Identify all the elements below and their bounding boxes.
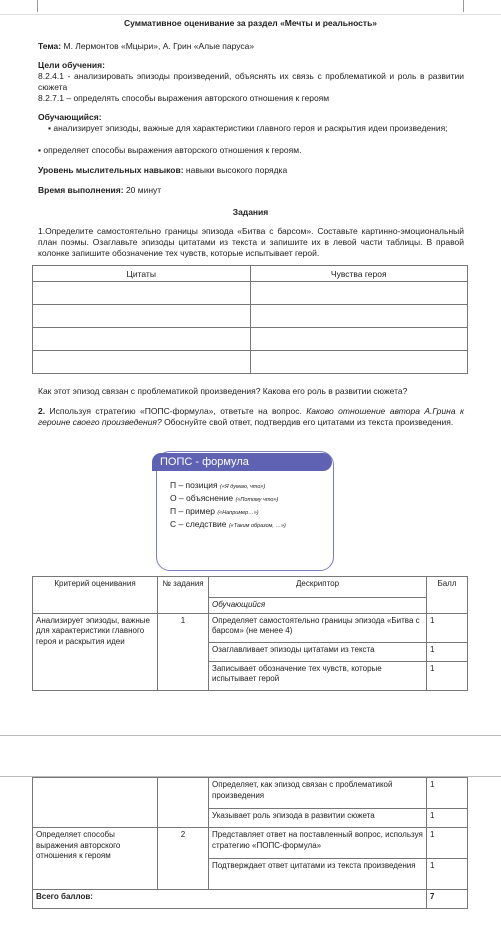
pops-list xyxy=(170,480,286,532)
pops-header: ПОПС - формула xyxy=(152,453,332,471)
h-descriptor: Дескриптор xyxy=(209,577,427,598)
h-points: Балл xyxy=(427,577,468,614)
learner-2: ▪ определяет способы выражения авторского отношения к героям. xyxy=(38,145,302,155)
learner-label: Обучающийся: xyxy=(38,112,102,122)
pops-example: П – пример («Например…») xyxy=(170,506,259,516)
feeling-cell[interactable] xyxy=(250,328,468,351)
tasks-heading: Задания xyxy=(232,207,269,217)
bullet-icon: ▪ xyxy=(38,145,44,155)
quotes-table xyxy=(32,265,468,374)
page-break xyxy=(0,735,501,777)
feeling-cell[interactable] xyxy=(250,282,468,305)
learner-1: ▪ анализирует эпизоды, важные для характеристики главного героя и раскрытия идеи произведения; xyxy=(48,123,448,133)
topic-line: Тема: М. Лермонтов «Мцыри», А. Грин «Алые паруса» xyxy=(38,41,255,51)
descriptor-1: Определяет самостоятельно границы эпизода «Битва с барсом» (не менее 4) xyxy=(209,613,427,642)
table-row xyxy=(33,613,468,642)
h-task-num: № задания xyxy=(158,577,209,614)
quote-cell[interactable] xyxy=(33,282,251,305)
criteria-table xyxy=(32,576,468,691)
quote-cell[interactable] xyxy=(33,328,251,351)
feeling-cell[interactable] xyxy=(250,351,468,374)
bullet-icon: ▪ xyxy=(48,123,54,133)
total-points: 7 xyxy=(427,890,468,909)
page-title: Суммативное оценивание за раздел «Мечты и реальность» xyxy=(123,18,378,28)
points-7: 1 xyxy=(427,859,468,890)
criterion-1: Анализирует эпизоды, важные для характеристики главного героя и раскрытия идеи xyxy=(33,613,158,690)
task-2-text: 2. Используя стратегию «ПОПС-формула», ответьте на вопрос. Каково отношение автора А.Грина к героине своего произведения? Обоснуйте свой ответ, подтвердив его цитатами из текста произведения. xyxy=(38,406,464,427)
points-3: 1 xyxy=(427,661,468,690)
pops-position: П – позиция («Я думаю, что») xyxy=(170,480,266,490)
h-criterion: Критерий оценивания xyxy=(33,577,158,614)
col-quotes: Цитаты xyxy=(33,266,251,282)
table-row xyxy=(33,305,468,328)
col-feelings: Чувства героя xyxy=(250,266,468,282)
feeling-cell[interactable] xyxy=(250,305,468,328)
task-1-text: 1.Определите самостоятельно границы эпизода «Битва с барсом». Составьте картинно-эмоциональный план поэмы. Озаглавьте эпизоды цитатами из текста и запишите их в левой части таблицы. В правой колонке запишите обозначение тех чувств, которые испытывает герой. xyxy=(38,226,464,258)
goal-2: 8.2.7.1 – определять способы выражения авторского отношения к героям xyxy=(38,93,330,103)
criterion-2: Определяет способы выражения авторского отношения к героям xyxy=(33,828,158,890)
points-5: 1 xyxy=(427,809,468,828)
criteria-table-continued xyxy=(32,777,468,909)
quote-cell[interactable] xyxy=(33,305,251,328)
page-top-edge xyxy=(0,0,501,15)
pops-consequence: С – следствие («Таким образом, …») xyxy=(170,519,286,529)
points-6: 1 xyxy=(427,828,468,859)
points-1: 1 xyxy=(427,613,468,642)
descriptor-7: Подтверждает ответ цитатами из текста произведения xyxy=(209,859,427,890)
descriptor-5: Указывает роль эпизода в развитии сюжета xyxy=(209,809,427,828)
table-row xyxy=(33,282,468,305)
task-num-2: 2 xyxy=(158,828,209,890)
task-num-1: 1 xyxy=(158,613,209,690)
question-text: Как этот эпизод связан с проблематикой произведения? Какова его роль в развитии сюжета? xyxy=(38,386,408,396)
table-row xyxy=(33,328,468,351)
level-line: Уровень мыслительных навыков: навыки высокого порядка xyxy=(38,165,288,175)
points-2: 1 xyxy=(427,642,468,661)
table-row xyxy=(33,351,468,374)
goals-label: Цели обучения: xyxy=(38,60,105,70)
descriptor-2: Озаглавливает эпизоды цитатами из текста xyxy=(209,642,427,661)
total-label: Всего баллов: xyxy=(33,890,427,909)
points-4: 1 xyxy=(427,778,468,809)
time-line: Время выполнения: 20 минут xyxy=(38,185,162,195)
goal-1: 8.2.4.1 - анализировать эпизоды произведений, объяснять их связь с проблематикой и роль в развитии сюжета xyxy=(38,71,464,92)
pops-explanation: О – объяснение («Потому что») xyxy=(170,493,279,503)
quote-cell[interactable] xyxy=(33,351,251,374)
descriptor-3: Записывает обозначение тех чувств, которые испытывает герой xyxy=(209,661,427,690)
table-row xyxy=(33,890,468,909)
descriptor-6: Представляет ответ на поставленный вопрос, используя стратегию «ПОПС-формула» xyxy=(209,828,427,859)
h-learner: Обучающийся xyxy=(209,598,427,614)
table-row xyxy=(33,828,468,859)
descriptor-4: Определяет, как эпизод связан с проблематикой произведения xyxy=(209,778,427,809)
table-row xyxy=(33,778,468,809)
